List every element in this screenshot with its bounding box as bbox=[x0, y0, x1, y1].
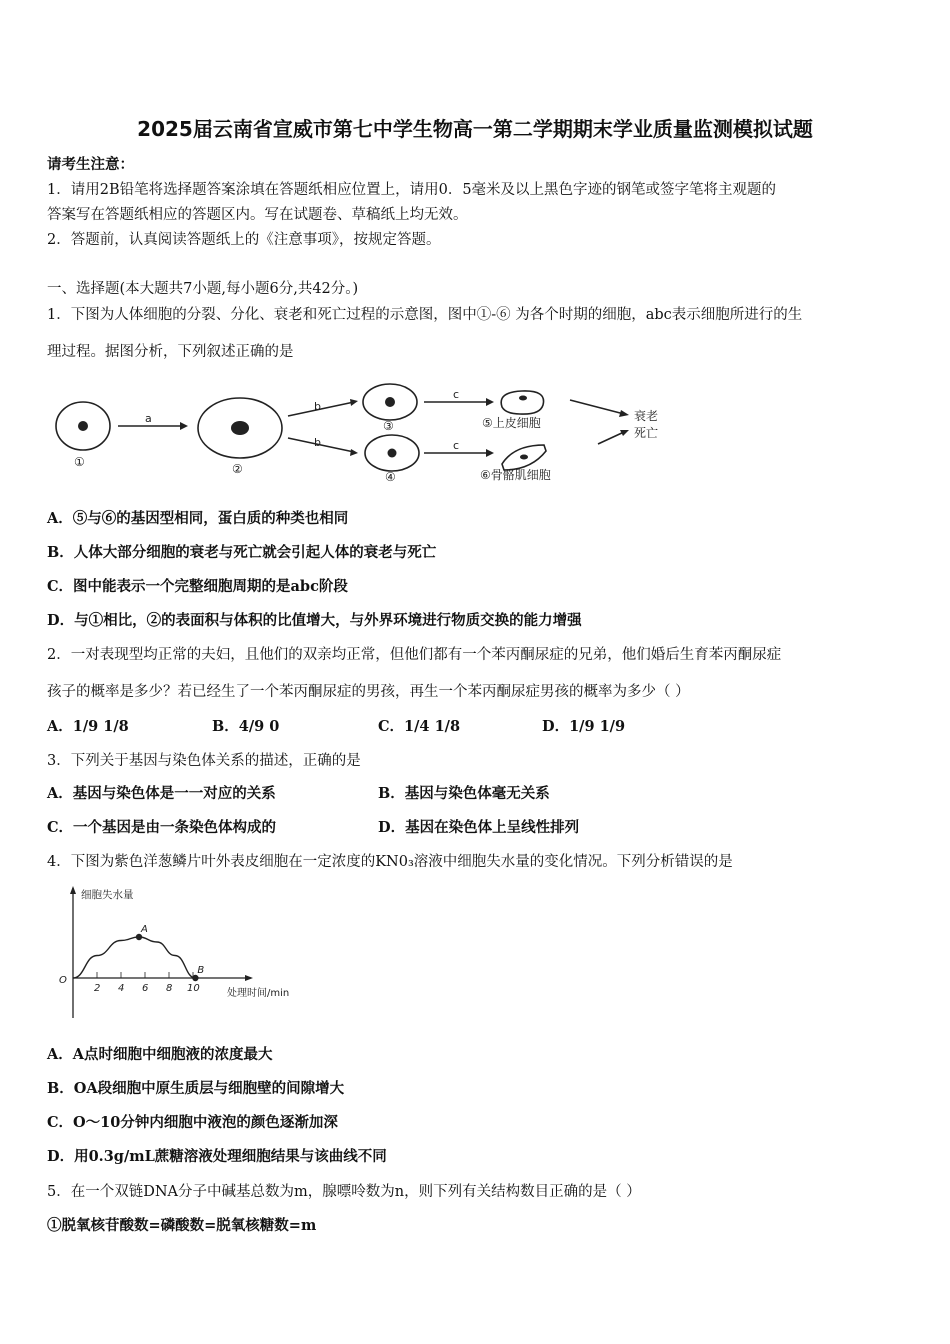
label-cell-3: ③ bbox=[383, 419, 394, 433]
y-axis-label: 细胞失水量 bbox=[81, 889, 134, 901]
q2-option-b: B．4/9 0 bbox=[212, 718, 280, 735]
label-cell-1: ① bbox=[74, 455, 85, 469]
label-c1: c bbox=[453, 388, 460, 401]
label-c2: c bbox=[453, 439, 460, 452]
q1-option-c: C．图中能表示一个完整细胞周期的是abc阶段 bbox=[47, 578, 348, 595]
point-label-a: A bbox=[141, 924, 148, 935]
label-cell-6: ⑥骨骼肌细胞 bbox=[480, 468, 551, 482]
label-a: a bbox=[145, 412, 152, 425]
page-title: 2025届云南省宣威市第七中学生物高一第二学期期末学业质量监测模拟试题 bbox=[137, 117, 813, 141]
q3-option-a: A．基因与染色体是一一对应的关系 bbox=[47, 785, 276, 802]
label-b2: b bbox=[314, 436, 321, 449]
x-tick-label: 8 bbox=[166, 983, 173, 994]
x-axis-label: 处理时间/min bbox=[227, 988, 290, 999]
notice-heading: 请考生注意： bbox=[47, 156, 134, 173]
label-cell-4: ④ bbox=[385, 470, 396, 484]
q3-option-d: D．基因在染色体上呈线性排列 bbox=[378, 819, 580, 836]
x-tick-label: 6 bbox=[142, 983, 149, 994]
q5-stem: 5．在一个双链DNA分子中碱基总数为m，腺嘌呤数为n，则下列有关结构数目正确的是（ ） bbox=[47, 1184, 641, 1200]
cell-diagram bbox=[50, 380, 710, 485]
label-cell-2: ② bbox=[232, 462, 243, 476]
label-end-1: 衰老 bbox=[634, 409, 659, 423]
series-line bbox=[73, 937, 195, 978]
q4-option-a: A．A点时细胞中细胞液的浓度最大 bbox=[47, 1046, 273, 1063]
q1-option-d: D．与①相比，②的表面积与体积的比值增大，与外界环境进行物质交换的能力增强 bbox=[47, 612, 582, 629]
notice-1a: 1．请用2B铅笔将选择题答案涂填在答题纸相应位置上，请用0．5毫米及以上黑色字迹的钢笔或签字笔将主观题的 bbox=[47, 182, 777, 198]
q1-option-a: A．⑤与⑥的基因型相同，蛋白质的种类也相同 bbox=[47, 510, 349, 527]
origin-label: O bbox=[59, 975, 67, 986]
x-tick-label: 2 bbox=[94, 983, 101, 994]
q4-option-c: C．O～10分钟内细胞中液泡的颜色逐渐加深 bbox=[47, 1114, 338, 1131]
label-b1: b bbox=[314, 400, 321, 413]
q1-stem-1: 1．下图为人体细胞的分裂、分化、衰老和死亡过程的示意图，图中①-⑥ 为各个时期的细胞，abc表示细胞所进行的生 bbox=[47, 307, 803, 323]
q1-option-b: B．人体大部分细胞的衰老与死亡就会引起人体的衰老与死亡 bbox=[47, 544, 437, 561]
label-cell-5: ⑤上皮细胞 bbox=[482, 416, 541, 430]
point-label-b: B bbox=[197, 965, 205, 976]
cell-5 bbox=[501, 391, 543, 414]
section-heading: 一、选择题(本大题共7小题,每小题6分,共42分。) bbox=[47, 281, 359, 297]
q2-option-a: A．1/9 1/8 bbox=[47, 718, 129, 735]
q4-option-b: B．OA段细胞中原生质层与细胞壁的间隙增大 bbox=[47, 1080, 345, 1097]
q5-item-1: ①脱氧核苷酸数=磷酸数=脱氧核糖数=m bbox=[47, 1217, 317, 1234]
notice-1b: 答案写在答题纸相应的答题区内。写在试题卷、草稿纸上均无效。 bbox=[47, 207, 468, 223]
q2-stem-2: 孩子的概率是多少？若已经生了一个苯丙酮尿症的男孩，再生一个苯丙酮尿症男孩的概率为多少（ ） bbox=[47, 684, 690, 700]
q3-stem: 3．下列关于基因与染色体关系的描述，正确的是 bbox=[47, 753, 361, 769]
q4-option-d: D．用0.3g/mL蔗糖溶液处理细胞结果与该曲线不同 bbox=[47, 1148, 387, 1165]
q2-option-c: C．1/4 1/8 bbox=[378, 718, 461, 735]
x-tick-label: 4 bbox=[118, 983, 125, 994]
notice-2: 2．答题前，认真阅读答题纸上的《注意事项》，按规定答题。 bbox=[47, 232, 441, 248]
q1-stem-2: 理过程。据图分析，下列叙述正确的是 bbox=[47, 344, 294, 360]
x-tick-label: 10 bbox=[187, 983, 200, 994]
label-end-2: 死亡 bbox=[634, 426, 659, 440]
q2-option-d: D．1/9 1/9 bbox=[542, 718, 626, 735]
q4-stem: 4．下图为紫色洋葱鳞片叶外表皮细胞在一定浓度的KN0₃溶液中细胞失水量的变化情况。下列分析错误的是 bbox=[47, 854, 733, 870]
water-loss-chart bbox=[55, 884, 315, 1024]
q3-option-b: B．基因与染色体毫无关系 bbox=[378, 785, 550, 802]
q3-option-c: C．一个基因是由一条染色体构成的 bbox=[47, 819, 277, 836]
q2-stem-1: 2．一对表现型均正常的夫妇，且他们的双亲均正常，但他们都有一个苯丙酮尿症的兄弟，他们婚后生育苯丙酮尿症 bbox=[47, 647, 782, 663]
